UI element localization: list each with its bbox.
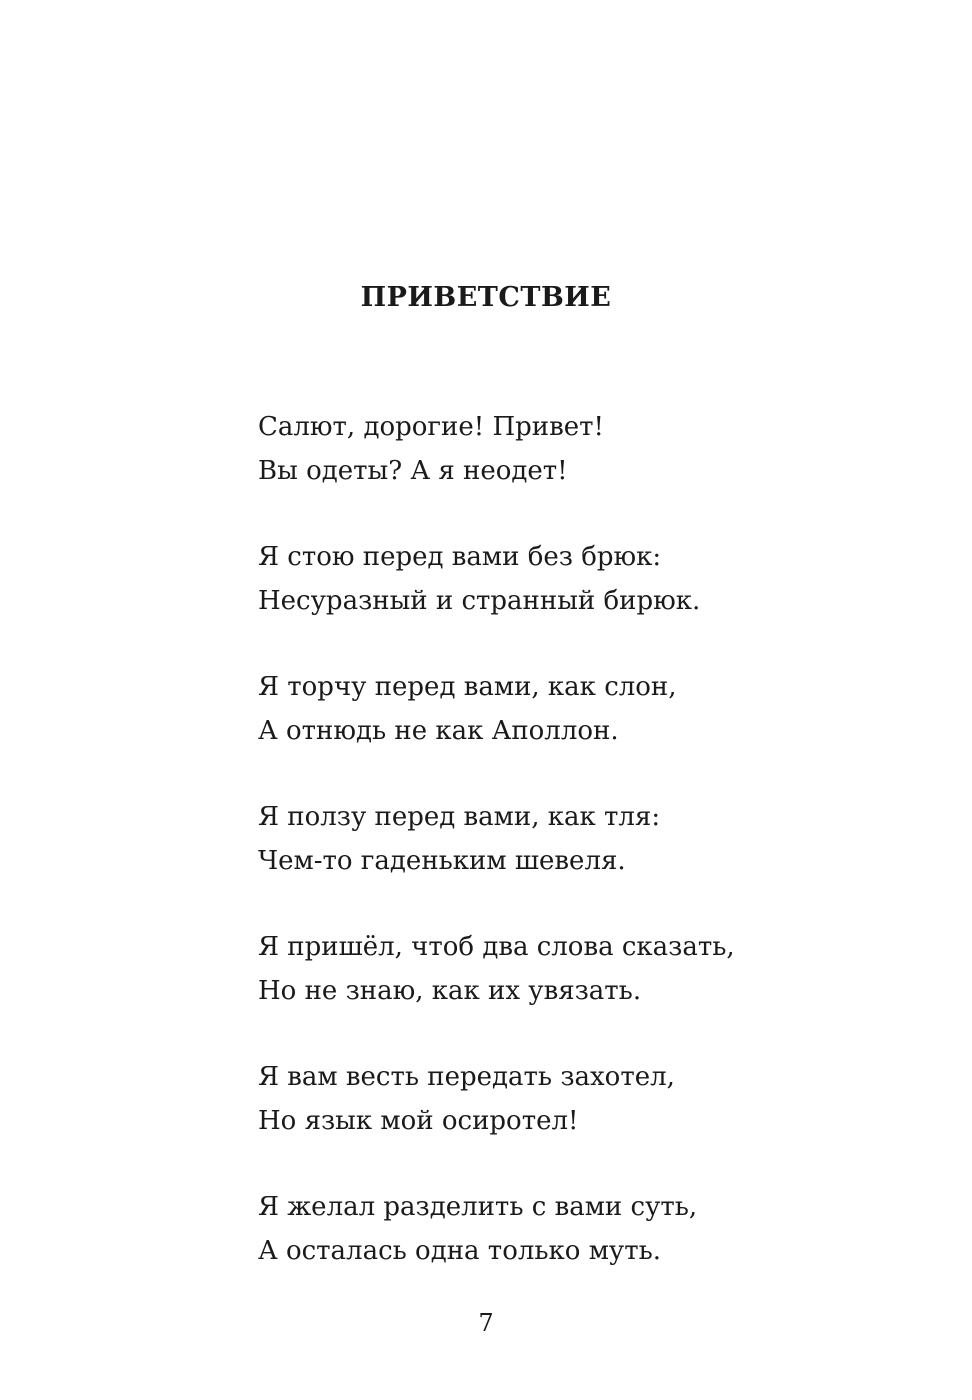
poem-line: Чем-то гаденьким шевеля.	[258, 846, 626, 876]
poem-line: Я стою перед вами без брюк:	[258, 542, 662, 572]
stanza	[258, 795, 918, 883]
poem-line: Салют, дорогие! Привет!	[258, 412, 604, 442]
stanza	[258, 535, 918, 623]
poem-line: Я вам весть передать захотел,	[258, 1062, 675, 1092]
poem-line: Но язык мой осиротел!	[258, 1106, 579, 1136]
poem-body	[258, 405, 918, 1315]
page-number: 7	[478, 1309, 494, 1337]
stanza	[258, 1185, 918, 1273]
poem-line: Я пришёл, чтоб два слова сказать,	[258, 932, 735, 962]
poem-line: А осталась одна только муть.	[258, 1236, 662, 1266]
poem-title: ПРИВЕТСТВИЕ	[360, 282, 612, 313]
stanza	[258, 405, 918, 493]
stanza	[258, 925, 918, 1013]
poem-line: Несуразный и странный бирюк.	[258, 586, 701, 616]
poem-line: Я желал разделить с вами суть,	[258, 1192, 698, 1222]
stanza	[258, 665, 918, 753]
poem-line: Я ползу перед вами, как тля:	[258, 802, 661, 832]
stanza	[258, 1055, 918, 1143]
poem-line: Но не знаю, как их увязать.	[258, 976, 642, 1006]
poem-line: Вы одеты? А я неодет!	[258, 456, 568, 486]
poem-line: Я торчу перед вами, как слон,	[258, 672, 677, 702]
poem-line: А отнюдь не как Аполлон.	[258, 716, 619, 746]
